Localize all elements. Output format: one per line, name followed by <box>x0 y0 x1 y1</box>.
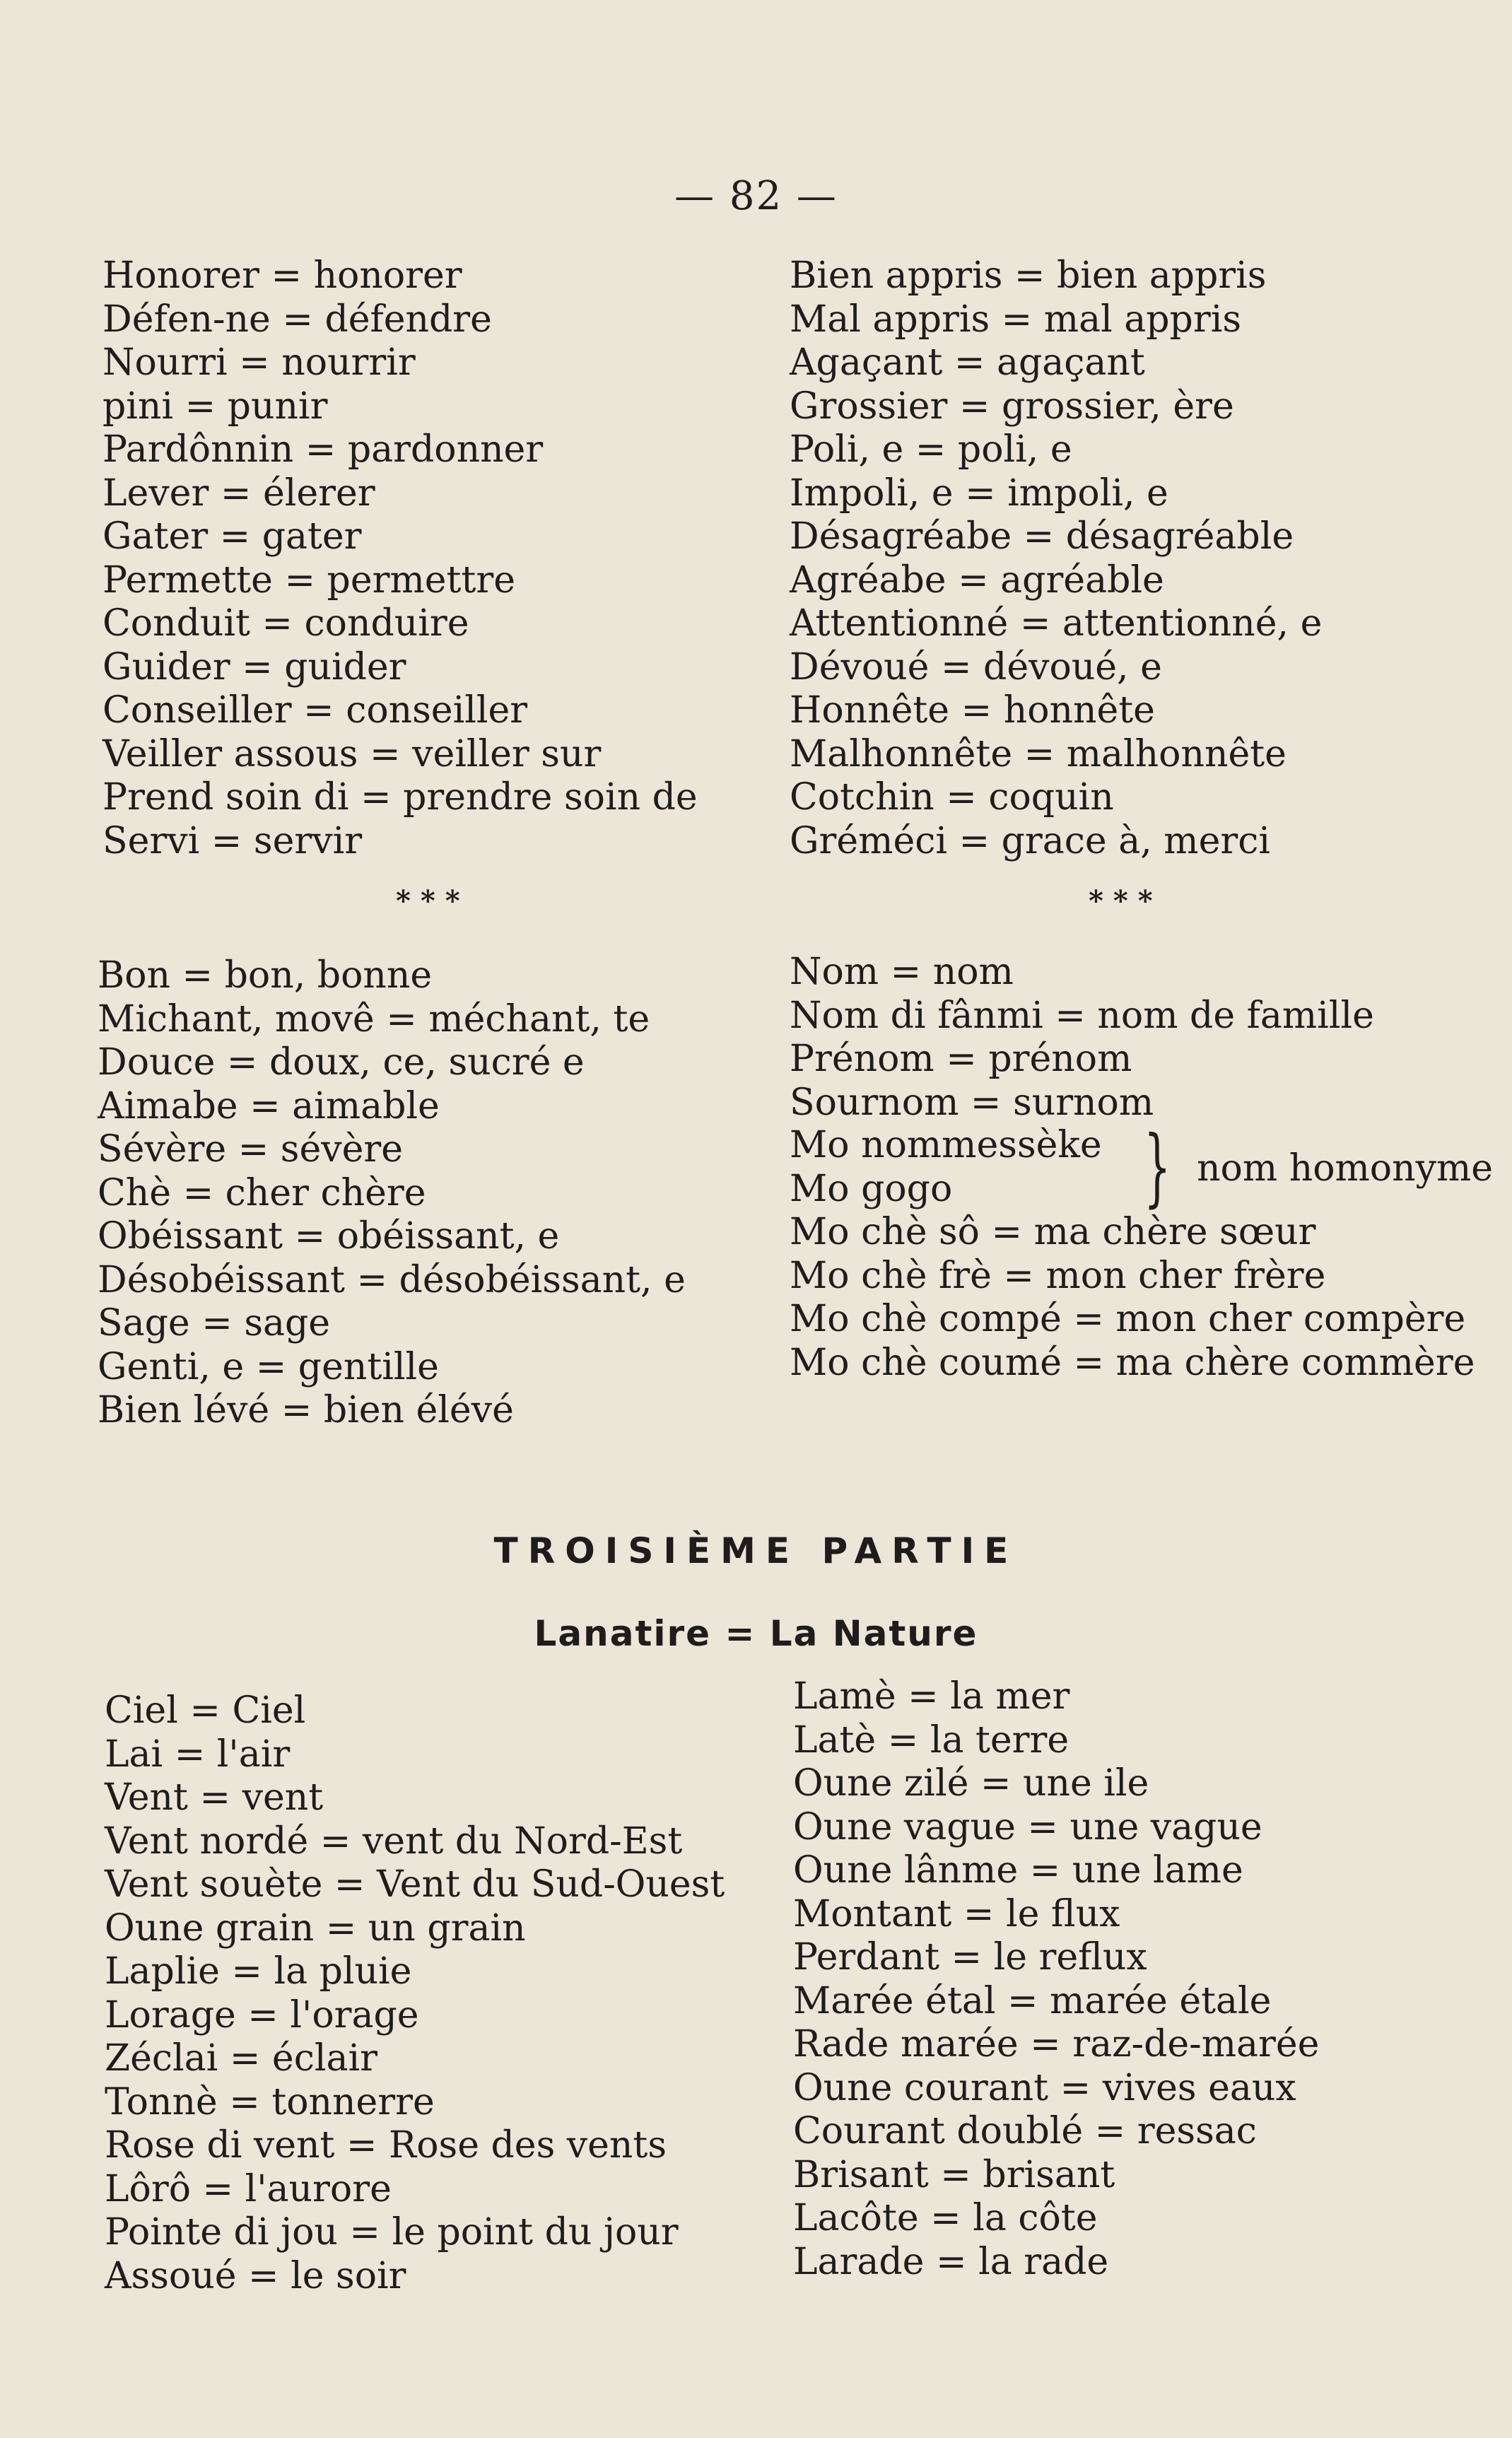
vocab-entry: Montant = le flux <box>793 1892 1120 1935</box>
vocab-entry: Gréméci = grace à, merci <box>790 819 1270 862</box>
vocab-entry: Cotchin = coquin <box>790 776 1114 819</box>
vocab-entry: Conduit = conduire <box>102 602 469 645</box>
vocab-entry: Honnête = honnête <box>790 689 1155 732</box>
vocab-column-right-2 <box>790 951 1374 1125</box>
vocab-entry: Sage = sage <box>98 1302 331 1344</box>
vocab-entry: Désobéissant = désobéissant, e <box>98 1258 686 1301</box>
section-title: Lanatire = La Nature <box>534 1613 978 1654</box>
vocab-entry: Agaçant = agaçant <box>790 341 1145 384</box>
vocab-entry: Rose di vent = Rose des vents <box>105 2124 667 2167</box>
vocab-entry: Pointe di jou = le point du jour <box>105 2211 679 2254</box>
vocab-column-left-1 <box>102 254 698 863</box>
vocab-entry: Sévère = sévère <box>98 1128 404 1171</box>
vocab-entry: Bon = bon, bonne <box>98 954 433 997</box>
part-title: TROISIÈME PARTIE <box>493 1530 1019 1571</box>
vocab-entry: Latè = la terre <box>793 1718 1069 1762</box>
vocab-entry: Zéclai = éclair <box>105 2037 377 2080</box>
vocab-entry: pini = punir <box>102 385 328 428</box>
vocab-entry: Sournom = surnom <box>790 1081 1154 1124</box>
vocab-entry: Oune lânme = une lame <box>793 1849 1243 1892</box>
vocab-entry: Mo chè sô = ma chère sœur <box>790 1211 1316 1253</box>
vocab-entry: Mo chè coumé = ma chère commère <box>790 1341 1475 1384</box>
vocab-entry: Lai = l'air <box>105 1733 291 1776</box>
vocab-entry: Brisant = brisant <box>793 2153 1115 2196</box>
vocab-entry: Vent = vent <box>105 1776 324 1819</box>
vocab-entry: Ciel = Ciel <box>105 1689 306 1732</box>
vocab-entry: Prend soin di = prendre soin de <box>102 776 698 819</box>
brace-symbol: } <box>1143 1118 1171 1217</box>
vocab-entry: Mal appris = mal appris <box>790 298 1242 341</box>
vocab-entry: Tonnè = tonnerre <box>105 2080 435 2123</box>
vocab-entry: Poli, e = poli, e <box>790 428 1072 471</box>
vocab-column-right-1 <box>790 254 1322 863</box>
vocab-entry: Pardônnin = pardonner <box>102 428 544 471</box>
vocab-entry: Obéissant = obéissant, e <box>98 1215 560 1258</box>
vocab-entry: Guider = guider <box>102 645 406 688</box>
vocab-entry: Oune vague = une vague <box>793 1805 1262 1848</box>
vocab-entry: Laplie = la pluie <box>105 1950 412 1993</box>
vocab-entry: Nom = nom <box>790 951 1014 993</box>
vocab-entry: Michant, movê = méchant, te <box>98 997 650 1041</box>
vocab-entry: Assoué = le soir <box>105 2254 406 2297</box>
vocab-entry: Servi = servir <box>102 819 363 862</box>
vocab-entry: Mo chè frè = mon cher frère <box>790 1254 1326 1297</box>
asterism-left: * * * <box>396 884 460 918</box>
asterism-right: * * * <box>1089 884 1153 918</box>
vocab-entry: Conseiller = conseiller <box>102 689 528 732</box>
vocab-entry: Grossier = grossier, ère <box>790 385 1234 428</box>
vocab-entry: Genti, e = gentille <box>98 1345 439 1388</box>
vocab-entry: Malhonnête = malhonnête <box>790 732 1287 775</box>
vocab-entry: Bien lévé = bien élévé <box>98 1389 514 1431</box>
homonym-term: Mo gogo <box>790 1167 953 1210</box>
homonym-term: Mo nommessèke <box>790 1124 1102 1166</box>
vocab-entry: Honorer = honorer <box>102 254 462 297</box>
vocab-entry: Désagréabe = désagréable <box>790 515 1294 558</box>
vocab-entry: Veiller assous = veiller sur <box>102 732 602 775</box>
vocab-entry: Attentionné = attentionné, e <box>790 602 1323 645</box>
vocab-column-left-3 <box>105 1689 725 2298</box>
vocab-entry: Nourri = nourrir <box>102 341 416 384</box>
vocab-entry: Prénom = prénom <box>790 1038 1132 1080</box>
vocab-entry: Rade marée = raz-de-marée <box>793 2023 1320 2065</box>
homonym-meaning: nom homonyme <box>1197 1147 1494 1190</box>
vocab-entry: Mo chè compé = mon cher compère <box>790 1298 1466 1340</box>
homonym-group <box>790 1118 1494 1217</box>
vocab-entry: Oune zilé = une ile <box>793 1762 1149 1805</box>
page-number: — 82 — <box>674 173 838 219</box>
vocab-entry: Marée étal = marée étale <box>793 1979 1272 2022</box>
vocab-entry: Lever = élerer <box>102 471 375 515</box>
vocab-column-left-2 <box>98 954 686 1433</box>
vocab-entry: Vent nordé = vent du Nord-Est <box>105 1819 683 1863</box>
vocab-entry: Gater = gater <box>102 515 362 558</box>
vocab-entry: Dévoué = dévoué, e <box>790 645 1162 688</box>
vocab-entry: Oune courant = vives eaux <box>793 2066 1296 2109</box>
vocab-entry: Chè = cher chère <box>98 1171 426 1214</box>
vocab-entry: Nom di fânmi = nom de famille <box>790 994 1374 1037</box>
vocab-entry: Permette = permettre <box>102 558 515 602</box>
vocab-entry: Lamè = la mer <box>793 1675 1070 1718</box>
vocab-entry: Perdant = le reflux <box>793 1936 1147 1979</box>
vocab-entry: Vent souète = Vent du Sud-Ouest <box>105 1863 725 1906</box>
vocab-entry: Défen-ne = défendre <box>102 298 492 341</box>
vocab-entry: Lôrô = l'aurore <box>105 2167 392 2210</box>
vocab-entry: Bien appris = bien appris <box>790 254 1267 297</box>
vocab-entry: Impoli, e = impoli, e <box>790 471 1168 515</box>
vocab-entry: Aimabe = aimable <box>98 1084 440 1127</box>
vocab-column-right-4 <box>793 1675 1319 2284</box>
vocab-entry: Larade = la rade <box>793 2240 1109 2283</box>
vocab-entry: Lacôte = la côte <box>793 2197 1098 2239</box>
vocab-entry: Lorage = l'orage <box>105 1993 419 2036</box>
vocab-entry: Douce = doux, ce, sucré e <box>98 1041 585 1084</box>
vocab-entry: Agréabe = agréable <box>790 558 1164 602</box>
vocab-column-right-3 <box>790 1211 1475 1385</box>
vocab-entry: Courant doublé = ressac <box>793 2110 1257 2152</box>
vocab-entry: Oune grain = un grain <box>105 1906 526 1950</box>
